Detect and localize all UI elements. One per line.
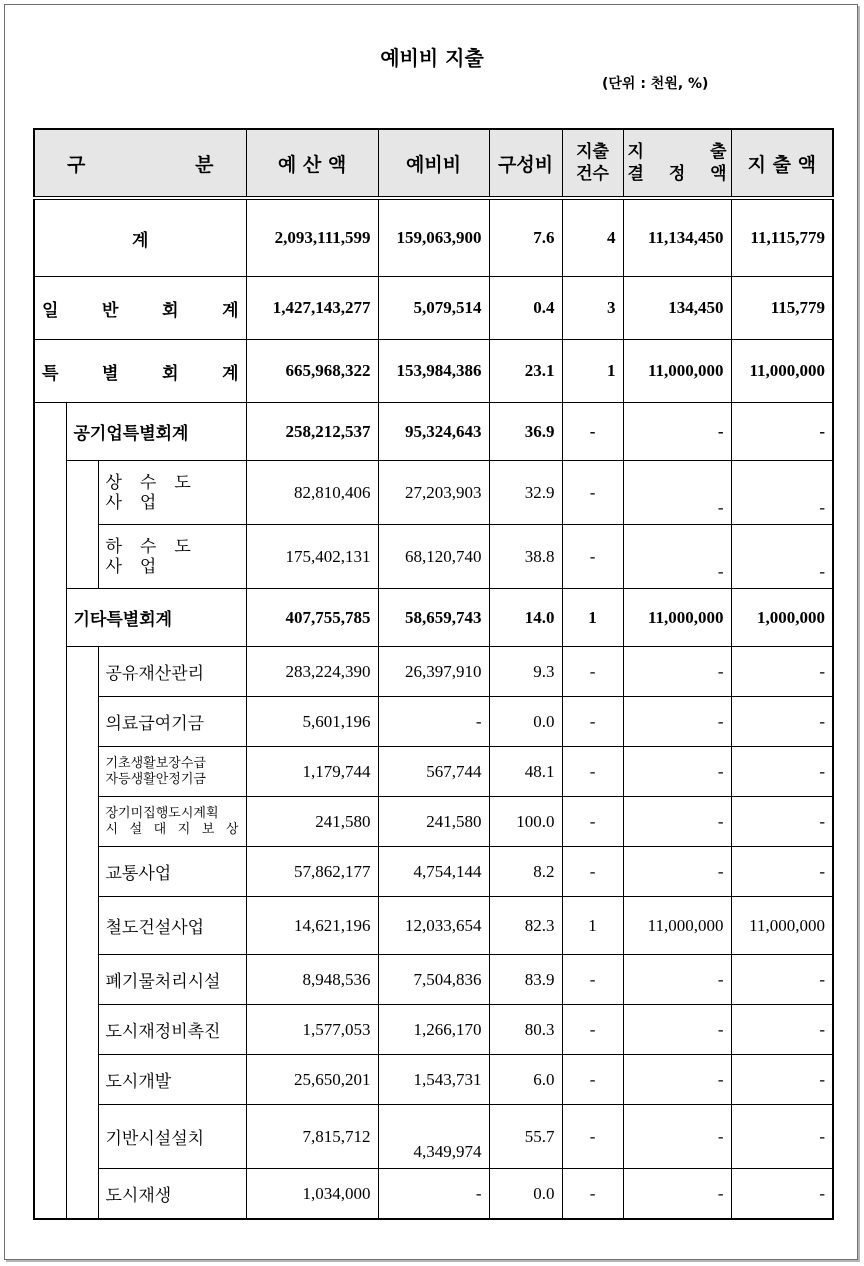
table-row: 도시개발 25,650,201 1,543,731 6.0 - - - [34, 1055, 833, 1105]
table-row-total: 계 2,093,111,599 159,063,900 7.6 4 11,134,450 11,115,779 [34, 198, 833, 277]
table-row: 하수도사업 175,402,131 68,120,740 38.8 - - - [34, 525, 833, 589]
table-row: 공유재산관리 283,224,390 26,397,910 9.3 - - - [34, 647, 833, 697]
header-row [34, 129, 833, 198]
table-row-special: 특 별 회 계 665,968,322 153,984,386 23.1 1 11,000,000 11,000,000 [34, 340, 833, 403]
table-row-public-enterprise: 공기업특별회계 258,212,537 95,324,643 36.9 - - - [34, 403, 833, 461]
reserve-fund-table [33, 128, 834, 1220]
table-row-other-special: 기타특별회계 407,755,785 58,659,743 14.0 1 11,000,000 1,000,000 [34, 589, 833, 647]
table-row: 장기미집행도시계획 시 설 대 지 보 상 241,580 241,580 100.0 - - - [34, 797, 833, 847]
header-budget: 예 산 액 [246, 129, 378, 198]
header-spent: 지 출 액 [731, 129, 833, 198]
table-row: 의료급여기금 5,601,196 - 0.0 - - - [34, 697, 833, 747]
table-row: 도시재정비촉진 1,577,053 1,266,170 80.3 - - - [34, 1005, 833, 1055]
page-title: 예비비 지출 [380, 46, 484, 70]
header-ratio: 구성비 [489, 129, 562, 198]
table-row: 도시재생 1,034,000 - 0.0 - - - [34, 1169, 833, 1220]
header-decision: 지 출 결 정 액 [623, 129, 731, 198]
table-row: 교통사업 57,862,177 4,754,144 8.2 - - - [34, 847, 833, 897]
table-row: 철도건설사업 14,621,196 12,033,654 82.3 1 11,000,000 11,000,000 [34, 897, 833, 955]
table-row: 폐기물처리시설 8,948,536 7,504,836 83.9 - - - [34, 955, 833, 1005]
table-row: 상수도사업 82,810,406 27,203,903 32.9 - - - [34, 461, 833, 525]
table-row-general: 일 반 회 계 1,427,143,277 5,079,514 0.4 3 134,450 115,779 [34, 277, 833, 340]
table-row: 기반시설설치 7,815,712 4,349,974 55.7 - - - [34, 1105, 833, 1169]
header-reserve: 예비비 [378, 129, 489, 198]
table-row: 기초생활보장수급 자등생활안정기금 1,179,744 567,744 48.1 - - - [34, 747, 833, 797]
header-category: 구 분 [34, 129, 246, 198]
header-count: 지출 건수 [562, 129, 623, 198]
unit-label: (단위 : 천원, %) [602, 76, 709, 92]
